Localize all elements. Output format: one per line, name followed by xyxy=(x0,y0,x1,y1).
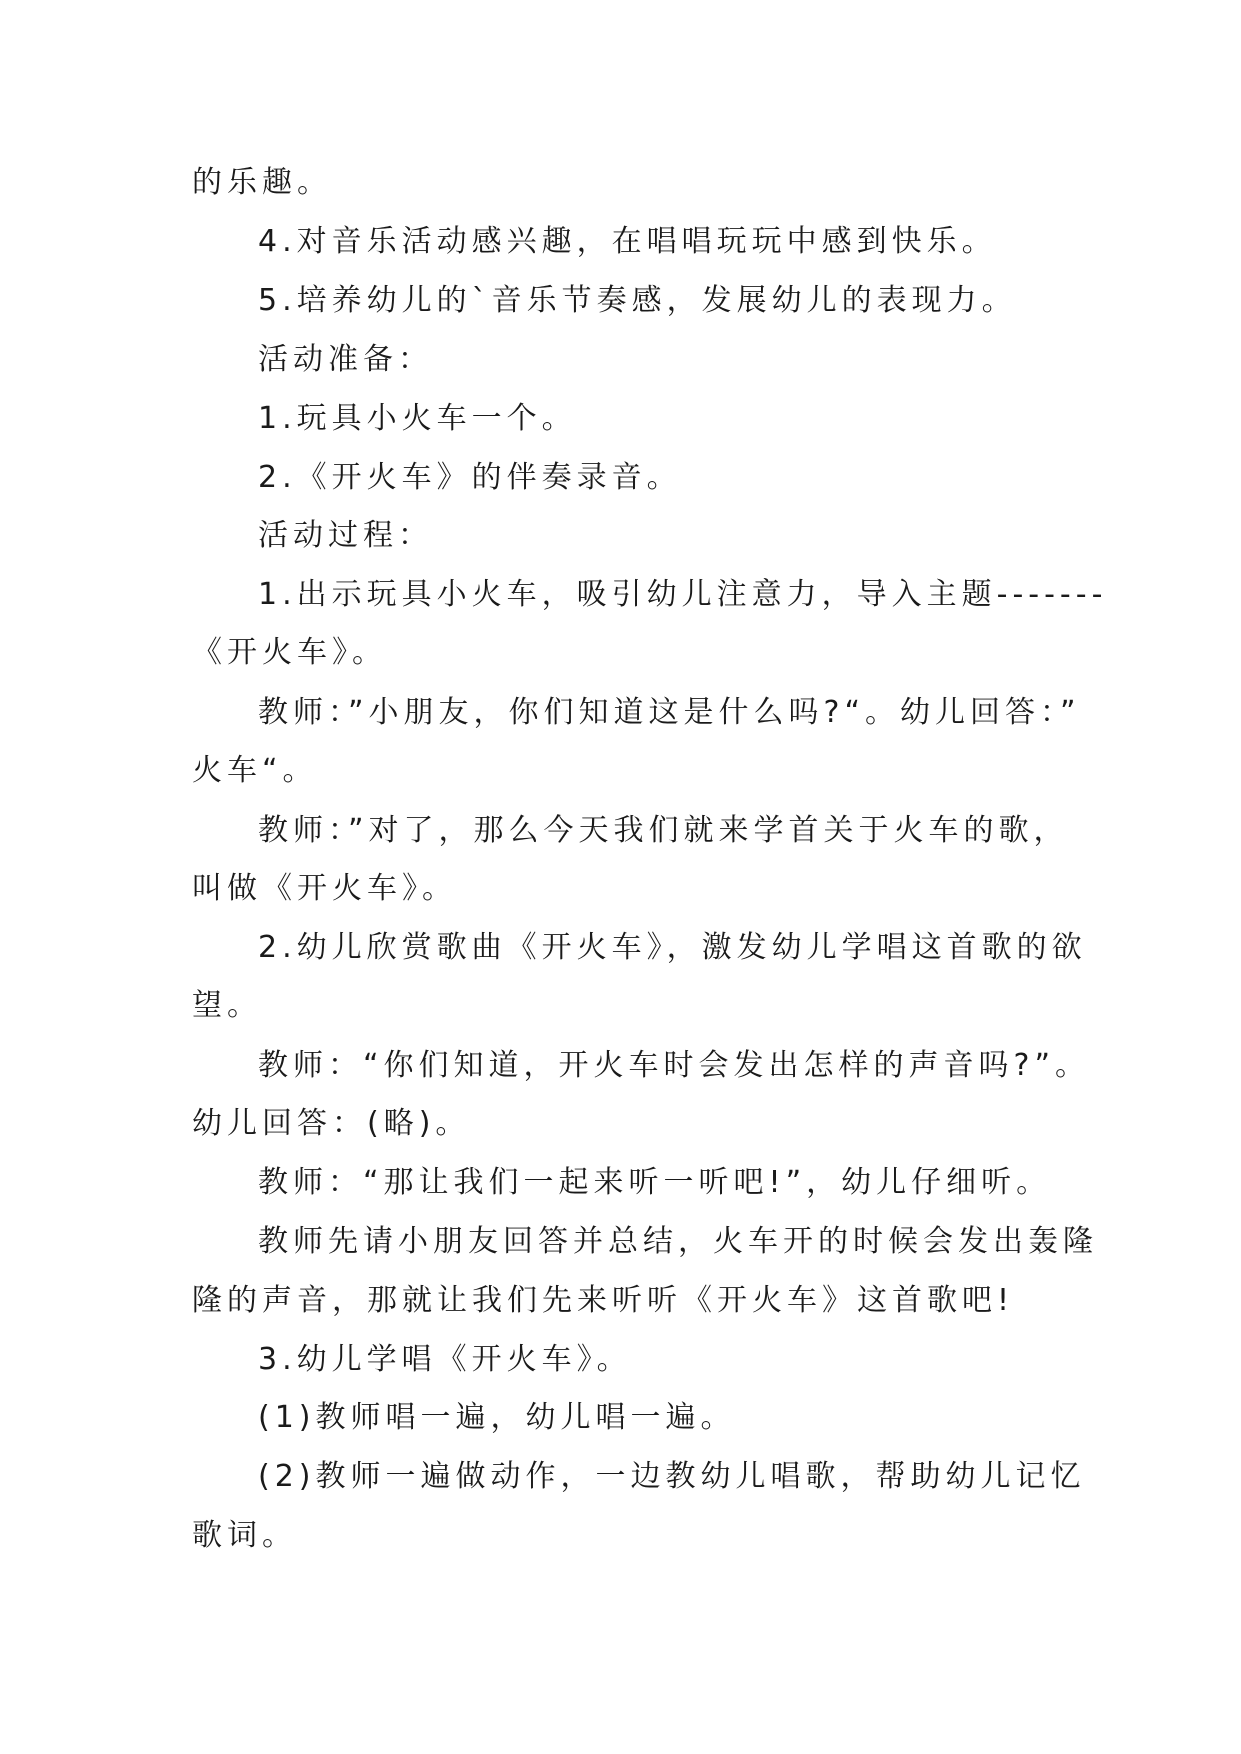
text-line: (2)教师一遍做动作，一边教幼儿唱歌，帮助幼儿记忆 xyxy=(258,1459,1086,1494)
text-line: 教师：“那让我们一起来听一听吧!”，幼儿仔细听。 xyxy=(258,1165,1052,1200)
text-line: 4.对音乐活动感兴趣，在唱唱玩玩中感到快乐。 xyxy=(258,224,997,259)
text-line: 《开火车》。 xyxy=(192,635,387,670)
text-line: (1)教师唱一遍，幼儿唱一遍。 xyxy=(258,1400,736,1435)
text-line: 叫做《开火车》。 xyxy=(192,871,457,906)
text-line: 1.出示玩具小火车，吸引幼儿注意力，导入主题------- xyxy=(258,577,1108,612)
text-line: 1.玩具小火车一个。 xyxy=(258,401,577,436)
text-line: 幼儿回答：(略)。 xyxy=(192,1106,471,1141)
text-line: 教师：“你们知道，开火车时会发出怎样的声音吗?”。 xyxy=(258,1048,1091,1083)
section-heading: 活动过程： xyxy=(258,518,433,553)
text-line: 教师：”小朋友，你们知道这是什么吗?“。幼儿回答：” xyxy=(258,695,1081,730)
text-line: 火车“。 xyxy=(192,753,318,788)
text-line: 歌词。 xyxy=(192,1518,297,1553)
text-line: 5.培养幼儿的`音乐节奏感，发展幼儿的表现力。 xyxy=(258,283,1017,318)
text-line: 2.幼儿欣赏歌曲《开火车》，激发幼儿学唱这首歌的欲 xyxy=(258,930,1087,965)
text-line: 教师先请小朋友回答并总结，火车开的时候会发出轰隆 xyxy=(258,1224,1098,1259)
text-line: 望。 xyxy=(192,988,262,1023)
text-line: 教师：”对了，那么今天我们就来学首关于火车的歌， xyxy=(258,813,1069,848)
text-line: 3.幼儿学唱《开火车》。 xyxy=(258,1342,632,1377)
text-line: 2.《开火车》的伴奏录音。 xyxy=(258,460,682,495)
text-line: 的乐趣。 xyxy=(192,165,332,200)
section-heading: 活动准备： xyxy=(258,342,433,377)
text-line: 隆的声音，那就让我们先来听听《开火车》这首歌吧! xyxy=(192,1283,1015,1318)
